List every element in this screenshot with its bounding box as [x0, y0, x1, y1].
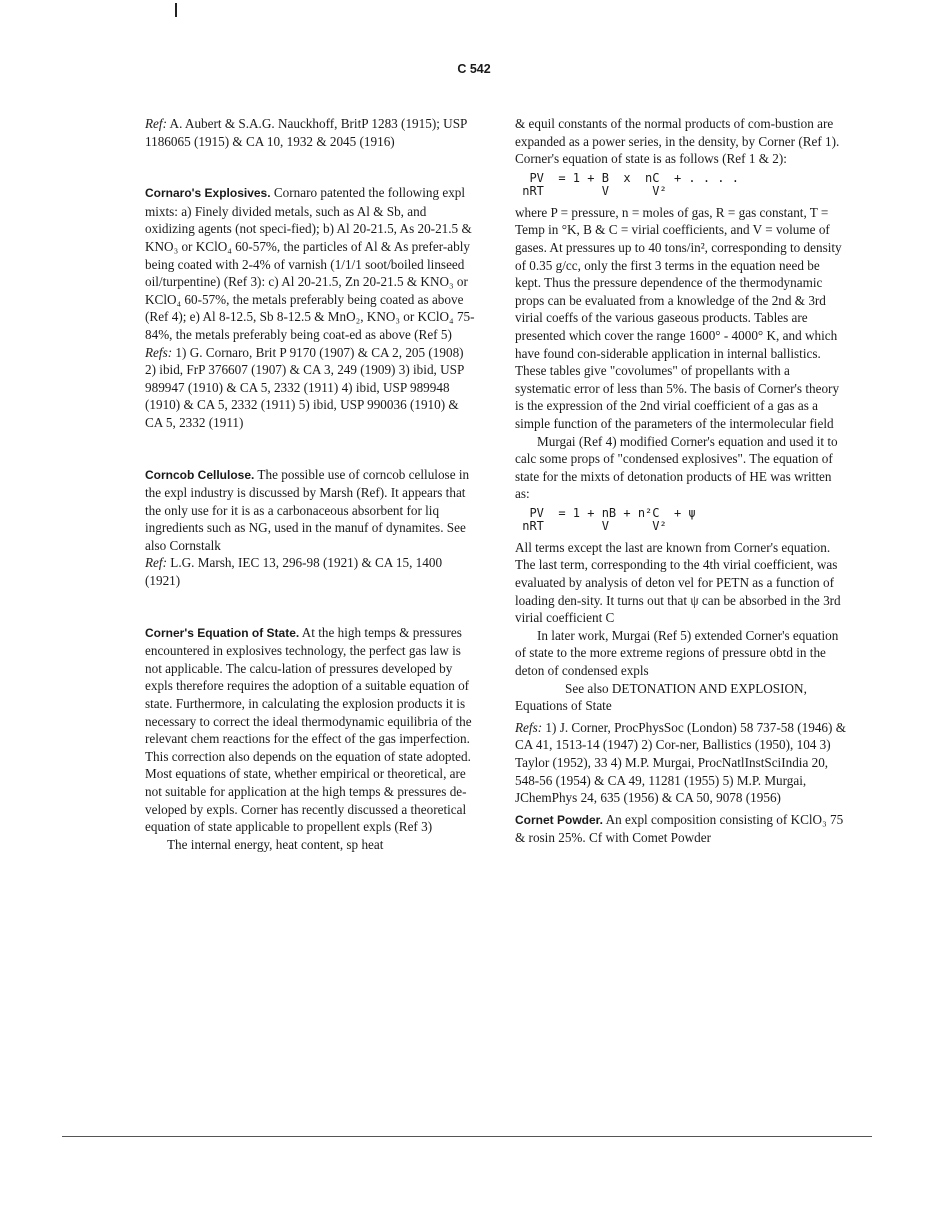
- refs-label: Refs:: [515, 719, 543, 735]
- ref-label: Ref:: [145, 116, 167, 131]
- entry-corners-equation-of-state: [145, 624, 477, 836]
- headword: Cornet Powder.: [515, 812, 604, 827]
- headword: Corner's Equation of State.: [145, 625, 300, 640]
- refs-label: Refs:: [145, 344, 173, 360]
- paragraph: All terms except the last are known from Corner's equation. The last term, corresponding to the 4th virial coefficient, was evaluated by analysis of deton vel for PETN as a function of loading den-sity. It turns out that ψ can be absorbed in the 3rd virial coefficient C: [515, 539, 841, 626]
- entry-body: The possible use of corncob cellulose in the expl industry is discussed by Marsh (Ref). It appears that the only use for it is as a carbonaceous absorbent for liq ingredients such as NG, used in the manuf of dynamites. See also Cornstalk: [145, 466, 470, 553]
- equation-corner: PV = 1 + B x nC + . . . . nRT V V²: [522, 170, 739, 198]
- equation-murgai: PV = 1 + nB + n²C + ψ nRT V V²: [522, 505, 696, 533]
- entry-refs: [515, 719, 847, 807]
- entry-ref: [145, 554, 477, 589]
- paragraph: & equil constants of the normal products of com-bustion are expanded as a power series, in the density, by Corner (Ref 1). Corner's equation of state is as follows (Ref 1 & 2):: [515, 116, 840, 167]
- scan-mark: [175, 3, 177, 17]
- entry-body: At the high temps & pressures encountered in explosives technology, the perfect gas law is not applicable. The calcu-lation of pressures developed by expls therefore requires the adoption of a suitable equation of state. Furthermore, in calculating the explosion products it is necessary to correct the ideal thermodynamic equilibria of the relevant chem reactions for the effect of the gas imperfection. This correction also depends on the equation of state adopted. Most equations of state, whether empirical or theoretical, are not suitable for application at the high temps & pressures de-veloped by expls. Corner has recently discussed a theoretical equation of state applicable to propellent expls (Ref 3): [145, 624, 472, 835]
- ref-label: Ref:: [145, 555, 167, 571]
- intro-reference: [145, 115, 477, 150]
- refs-text: 1) G. Cornaro, Brit P 9170 (1907) & CA 2, 205 (1908) 2) ibid, FrP 376607 (1907) & CA 3, 249 (1909) 3) ibid, USP 989947 (1910) & CA 5, 2332 (1911) 4) ibid, USP 989948 (1910) & CA 5, 2332 (1911) 5) ibid, USP 990036 (1910) & CA 5, 2332 (1911): [145, 344, 464, 430]
- bottom-rule: [62, 1136, 872, 1137]
- entry-cornaro-explosives: [145, 184, 477, 343]
- entry-continuation: The internal energy, heat content, sp heat: [167, 836, 384, 852]
- entry-refs: [145, 344, 477, 432]
- left-column: [145, 115, 477, 853]
- paragraph: In later work, Murgai (Ref 5) extended Corner's equation of state to the more extreme regions of pressure obtd in the deton of condensed expls: [515, 627, 839, 679]
- headword: Corncob Cellulose.: [145, 467, 255, 482]
- entry-body: An expl composition consisting of KClO₃ 75 & rosin 25%. Cf with Comet Powder: [515, 811, 844, 846]
- refs-text: 1) J. Corner, ProcPhysSoc (London) 58 737-58 (1946) & CA 41, 1513-14 (1947) 2) Cor-ner, Ballistics (1950), 104 3) Taylor (1952), 33 4) M.P. Murgai, ProcNatlInstSciIndia 20, 548-56 (1954) & CA 49, 11281 (1955) 5) M.P. Murgai, JChemPhys 24, 635 (1956) & CA 50, 9078 (1956): [515, 719, 846, 806]
- entry-cornet-powder: [515, 811, 847, 847]
- right-column: [515, 115, 847, 847]
- see-also: See also DETONATION AND EXPLOSION, Equations of State: [515, 680, 807, 714]
- headword: Cornaro's Explosives.: [145, 186, 271, 201]
- entry-body: Cornaro patented the following expl mixts: a) Finely divided metals, such as Al & Sb, and oxidizing agents (not speci-fied); b) Al 20-21.5, As 20-21.5 & KNO₃ or KClO₄ 60-57%, the particles of Al & As prefer-ably being coated with 2-4% of varnish (1/1/1 soot/boiled linseed oil/turpentine) (Ref 3): c) Al 20-21.5, Zn 20-21.5 & KNO₃ or KClO₄ 60-57%, the metals preferably being coated as above (Ref 4); e) Al 8-12.5, Sb 8-12.5 & MnO₂, KNO₃ or KClO₄ 75-84%, the metals preferably being coat-ed as above (Ref 5): [145, 185, 475, 342]
- paragraph: where P = pressure, n = moles of gas, R = gas constant, T = Temp in °K, B & C = virial coefficients, and V = volume of gases. At pressures up to 40 tons/in², corresponding to density of 0.35 g/cc, only the first 3 terms in the equation need be kept. Thus the pressure dependence of the thermodynamic props can be evaluated from a knowledge of the 2nd & 3rd virial coeffs of the various gaseous products. Tables are presented which cover the range 1600° - 4000° K, and which have found con-siderable application in internal ballistics. These tables give "covolumes" of propellants with a systematic error of less than 5%. The basis of Corner's theory is the expression of the 2nd virial coefficient of a gas as a simple function of the parameters of the intermolecular field: [515, 204, 842, 431]
- ref-text: A. Aubert & S.A.G. Nauckhoff, BritP 1283 (1915); USP 1186065 (1915) & CA 10, 1932 & 2045 (1916): [145, 116, 467, 149]
- ref-text: L.G. Marsh, IEC 13, 296-98 (1921) & CA 15, 1400 (1921): [145, 555, 443, 589]
- paragraph: Murgai (Ref 4) modified Corner's equation and used it to calc some props of "condensed explosives". The equation of state for the mixts of detonation products of HE was written as:: [515, 433, 838, 502]
- entry-corncob-cellulose: [145, 466, 477, 555]
- page-number: C 542: [457, 62, 491, 76]
